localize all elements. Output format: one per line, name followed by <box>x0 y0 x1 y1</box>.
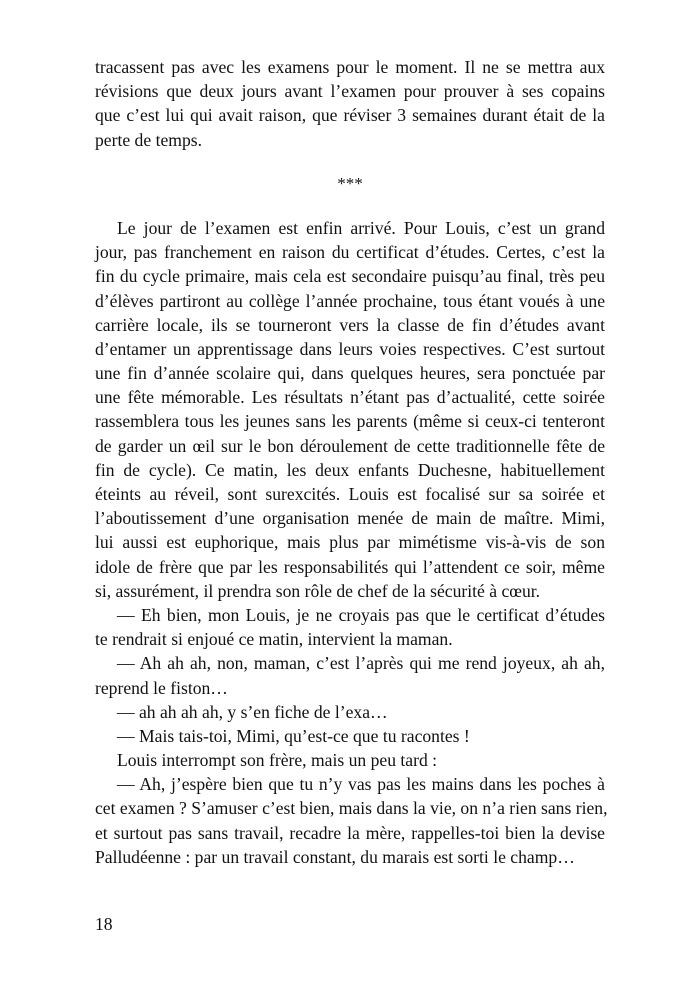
text-line: tracassent pas avec les examens pour le moment. Il ne se mettra aux <box>95 57 605 77</box>
text-line: fin du cycle primaire, mais cela est secondaire puisqu’au final, très peu <box>95 266 605 287</box>
text-line: reprend le fiston… <box>95 677 228 698</box>
text-line: perte de temps. <box>95 129 202 150</box>
opening-paragraph <box>95 55 605 152</box>
text-line: fin de cycle). Ce matin, les deux enfants Duchesne, habituellement <box>95 459 605 480</box>
text-line: si, assurément, il prendra son rôle de chef de la sécurité à cœur. <box>95 580 541 601</box>
section-separator: *** <box>337 173 363 193</box>
text-line: d’élèves partiront au collège l’année prochaine, tous étant voués à une <box>95 290 605 311</box>
dialogue-mimi: — ah ah ah ah, y s’en fiche de l’exa… <box>117 701 388 722</box>
dialogue-louis-reply: — Mais tais-toi, Mimi, qu’est-ce que tu racontes ! <box>117 725 470 746</box>
text-line: une fin d’année scolaire qui, dans quelques heures, sera ponctuée par <box>95 363 605 384</box>
text-line: une fête mémorable. Les résultats n’étant pas d’actualité, cette soirée <box>95 387 605 408</box>
text-line: — Eh bien, mon Louis, je ne croyais pas que le certificat d’études <box>117 604 605 625</box>
text-line: éteints au réveil, sont surexcités. Louis est focalisé sur sa soirée et <box>95 484 605 504</box>
text-line: — Ah ah ah, non, maman, c’est l’après qui me rend joyeux, ah ah, <box>117 653 605 674</box>
text-line: Le jour de l’examen est enfin arrivé. Pour Louis, c’est un grand <box>117 217 605 238</box>
text-line: jour, pas franchement en raison du certificat d’études. Certes, c’est la <box>95 242 605 263</box>
text-line: lui aussi est euphorique, mais plus par mimétisme vis-à-vis de son <box>95 532 605 553</box>
text-line: Palludéenne : par un travail constant, du marais est sorti le champ… <box>95 846 575 867</box>
text-line: idole de frère que par les responsabilités qui l’attendent ce soir, même <box>95 556 605 577</box>
dialogue-mere <box>95 772 608 869</box>
text-line: révisions que deux jours avant l’examen pour prouver à ses copains <box>95 81 605 102</box>
narration-line: Louis interrompt son frère, mais un peu tard : <box>117 750 438 771</box>
text-line: d’entamer un apprentissage dans leurs voies respectives. C’est surtout <box>95 338 605 359</box>
dialogue-louis <box>95 651 605 699</box>
text-line: de garder un œil sur le bon déroulement de cette traditionnelle fête de <box>95 435 605 456</box>
dialogue-maman <box>95 603 605 651</box>
text-line: carrière locale, ils se tourneront vers la classe de fin d’études avant <box>95 314 605 335</box>
text-line: cet examen ? S’amuser c’est bien, mais dans la vie, on n’a rien sans rien, <box>95 798 608 819</box>
text-line: — Ah, j’espère bien que tu n’y vas pas les mains dans les poches à <box>117 774 605 795</box>
text-line: et surtout pas sans travail, recadre la mère, rappelles-toi bien la devise <box>95 822 605 843</box>
main-paragraph <box>95 216 605 603</box>
text-line: te rendrait si enjoué ce matin, intervient la maman. <box>95 629 453 650</box>
text-line: rassemblera tous les jeunes sans les parents (même si ceux-ci tenteront <box>95 411 605 432</box>
text-line: l’aboutissement d’une organisation menée de main de maître. Mimi, <box>95 508 605 529</box>
page-number: 18 <box>95 914 113 934</box>
page-body <box>95 55 608 869</box>
text-line: que c’est lui qui avait raison, que réviser 3 semaines durant était de la <box>95 105 605 126</box>
